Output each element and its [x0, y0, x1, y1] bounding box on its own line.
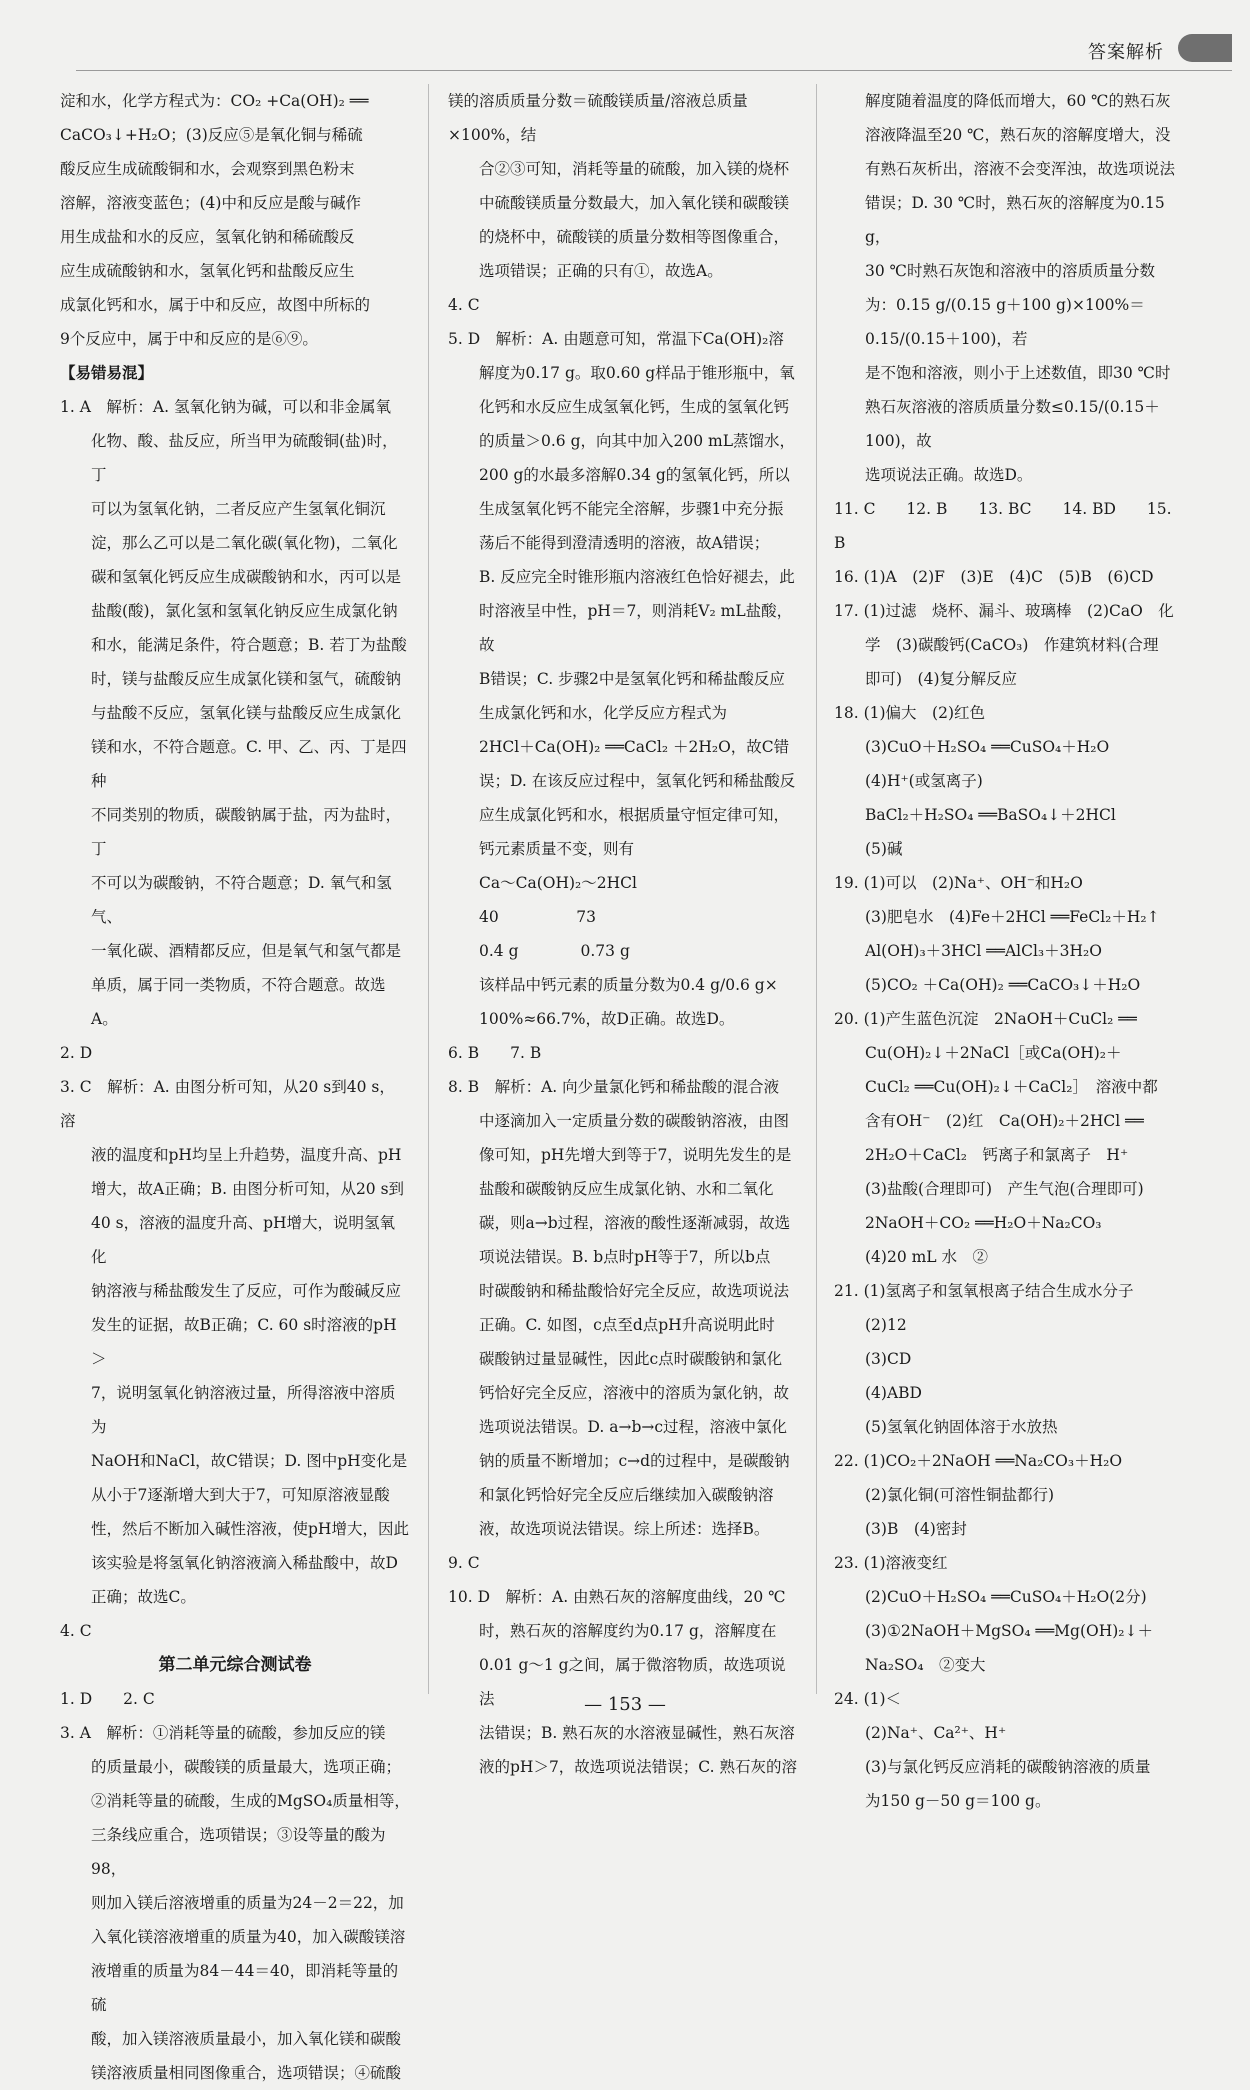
answer-line: 该实验是将氢氧化钠溶液滴入稀盐酸中，故D — [91, 1554, 398, 1572]
answer-line: (5)CO₂ ＋Ca(OH)₂ ══CaCO₃↓＋H₂O — [865, 976, 1141, 994]
answer-line: 4. C — [448, 296, 480, 314]
answer-line: 液的温度和pH均呈上升趋势，温度升高、pH — [91, 1146, 402, 1164]
answer-line: 30 ℃时熟石灰饱和溶液中的溶质质量分数 — [865, 262, 1155, 280]
answer-column-2 — [448, 84, 798, 1784]
answer-column-1 — [60, 84, 410, 2090]
answer-line: 像可知，pH先增大到等于7，说明先发生的是 — [479, 1146, 792, 1164]
answer-line: 可以为氢氧化钠，二者反应产生氢氧化铜沉 — [91, 500, 386, 518]
answer-line: 不可以为碳酸钠，不符合题意；D. 氧气和氢气、 — [91, 874, 392, 926]
answer-line: 8. B 解析：A. 向少量氯化钙和稀盐酸的混合液 — [448, 1078, 780, 1096]
answer-line: 解度为0.17 g。取0.60 g样品于锥形瓶中，氧 — [479, 364, 795, 382]
answer-line: 即可) (4)复分解反应 — [865, 670, 1018, 688]
answer-line: 该样品中钙元素的质量分数为0.4 g/0.6 g× — [479, 976, 778, 994]
answer-line: 从小于7逐渐增大到大于7，可知原溶液显酸 — [91, 1486, 390, 1504]
answer-line: 钙元素质量不变，则有 — [479, 840, 635, 858]
answer-line: (2)CuO＋H₂SO₄ ══CuSO₄＋H₂O(2分) — [865, 1588, 1147, 1606]
answer-line: 的烧杯中，硫酸镁的质量分数相等图像重合， — [479, 228, 790, 246]
answer-line: 生成氯化钙和水，化学反应方程式为 — [479, 704, 728, 722]
answer-line: 22. (1)CO₂＋2NaOH ══Na₂CO₃＋H₂O — [834, 1452, 1123, 1470]
answer-line: 合②③可知，消耗等量的硫酸，加入镁的烧杯 — [479, 160, 790, 178]
column-divider — [816, 84, 817, 1694]
answer-line: 镁的溶质质量分数＝硫酸镁质量/溶液总质量×100%，结 — [448, 92, 748, 144]
answer-line: 溶液降温至20 ℃，熟石灰的溶解度增大，没 — [865, 126, 1171, 144]
answer-line: 钙恰好完全反应，溶液中的溶质为氯化钠，故 — [479, 1384, 790, 1402]
answer-column-3 — [834, 84, 1186, 1818]
answer-line: (2)氯化铜(可溶性铜盐都行) — [865, 1486, 1055, 1504]
answer-line: 11. C 12. B 13. BC 14. BD 15. B — [834, 500, 1172, 552]
answer-line: 18. (1)偏大 (2)红色 — [834, 704, 985, 722]
answer-line: 解度随着温度的降低而增大，60 ℃的熟石灰 — [865, 92, 1171, 110]
answer-line: (2)12 — [865, 1316, 907, 1334]
answer-line: 入氧化镁溶液增重的质量为40，加入碳酸镁溶 — [91, 1928, 406, 1946]
answer-line: (3)盐酸(合理即可) 产生气泡(合理即可) — [865, 1180, 1144, 1198]
answer-line: 化物、酸、盐反应，所当甲为硫酸铜(盐)时，丁 — [91, 432, 398, 484]
answer-line: 1. D 2. C — [60, 1690, 155, 1708]
answer-line: 用生成盐和水的反应，氢氧化钠和稀硫酸反 — [60, 228, 355, 246]
answer-line: 应生成硫酸钠和水，氢氧化钙和盐酸反应生 — [60, 262, 355, 280]
answer-line: B错误；C. 步骤2中是氢氧化钙和稀盐酸反应 — [479, 670, 785, 688]
answer-line: 项说法错误。B. b点时pH等于7，所以b点 — [479, 1248, 771, 1266]
answer-line: (4)ABD — [865, 1384, 922, 1402]
answer-line: ②消耗等量的硫酸，生成的MgSO₄质量相等， — [91, 1792, 410, 1810]
answer-line: 三条线应重合，选项错误；③设等量的酸为98， — [91, 1826, 386, 1878]
header-divider — [76, 70, 1232, 71]
answer-line: 9个反应中，属于中和反应的是⑥⑨。 — [60, 330, 318, 348]
answer-line: 选项错误；正确的只有①，故选A。 — [479, 262, 723, 280]
answer-line: B. 反应完全时锥形瓶内溶液红色恰好褪去，此 — [479, 568, 795, 586]
answer-line: 熟石灰溶液的溶质质量分数≤0.15/(0.15＋100)，故 — [865, 398, 1160, 450]
answer-line: 不同类别的物质，碳酸钠属于盐，丙为盐时，丁 — [91, 806, 402, 858]
answer-line: 时溶液呈中性，pH＝7，则消耗V₂ mL盐酸，故 — [479, 602, 793, 654]
answer-line: 0.01 g～1 g之间，属于微溶物质，故选项说法 — [479, 1656, 786, 1708]
answer-line: 液，故选项说法错误。综上所述：选择B。 — [479, 1520, 770, 1538]
answer-line: 盐酸(酸)，氯化氢和氢氧化钠反应生成氯化钠 — [91, 602, 398, 620]
answer-line: 24. (1)＜ — [834, 1690, 902, 1708]
answer-line: Na₂SO₄ ②变大 — [865, 1656, 986, 1674]
answer-line: 错误；D. 30 ℃时，熟石灰的溶解度为0.15 g， — [865, 194, 1165, 246]
answer-line: 正确；故选C。 — [91, 1588, 196, 1606]
answer-line: 误；D. 在该反应过程中，氢氧化钙和稀盐酸反 — [479, 772, 796, 790]
answer-line: 中硫酸镁质量分数最大，加入氧化镁和碳酸镁 — [479, 194, 790, 212]
answer-line: 荡后不能得到澄清透明的溶液，故A错误； — [479, 534, 770, 552]
answer-line: 2. D — [60, 1044, 93, 1062]
answer-line: 盐酸和碳酸钠反应生成氯化钠、水和二氧化 — [479, 1180, 774, 1198]
answer-line: 和水，能满足条件，符合题意；B. 若丁为盐酸 — [91, 636, 407, 654]
answer-line: 正确。C. 如图，c点至d点pH升高说明此时 — [479, 1316, 775, 1334]
answer-line: 碳，则a→b过程，溶液的酸性逐渐减弱，故选 — [479, 1214, 791, 1232]
answer-line: 7，说明氢氧化钠溶液过量，所得溶液中溶质为 — [91, 1384, 396, 1436]
answer-line: 碳和氢氧化钙反应生成碳酸钠和水，丙可以是 — [91, 568, 402, 586]
answer-line: (4)H⁺(或氢离子) — [865, 772, 983, 790]
answer-line: 3. A 解析：①消耗等量的硫酸，参加反应的镁 — [60, 1724, 386, 1742]
answer-line: 2HCl＋Ca(OH)₂ ══CaCl₂ ＋2H₂O，故C错 — [479, 738, 790, 756]
answer-line: 2H₂O＋CaCl₂ 钙离子和氯离子 H⁺ — [865, 1146, 1129, 1164]
answer-line: 5. D 解析：A. 由题意可知，常温下Ca(OH)₂溶 — [448, 330, 784, 348]
header-title: 答案解析 — [1088, 42, 1164, 63]
answer-line: 时，镁与盐酸反应生成氯化镁和氢气，硫酸钠 — [91, 670, 402, 688]
answer-line: (3)CD — [865, 1350, 912, 1368]
answer-line: 20. (1)产生蓝色沉淀 2NaOH＋CuCl₂ ══ — [834, 1010, 1137, 1028]
answer-line: 时，熟石灰的溶解度约为0.17 g，溶解度在 — [479, 1622, 777, 1640]
answer-line: (4)20 mL 水 ② — [865, 1248, 989, 1266]
answer-line: 0.4 g 0.73 g — [479, 942, 630, 960]
page-number: — 153 — — [584, 1694, 666, 1715]
answer-line: 镁溶液质量相同图像重合，选项错误；④硫酸 — [91, 2064, 402, 2082]
answer-line: 3. C 解析：A. 由图分析可知，从20 s到40 s，溶 — [60, 1078, 395, 1130]
answer-line: 1. A 解析：A. 氢氧化钠为碱，可以和非金属氧 — [60, 398, 391, 416]
answer-line: 性，然后不断加入碱性溶液，使pH增大，因此 — [91, 1520, 409, 1538]
answer-line: 时碳酸钠和稀盐酸恰好完全反应，故选项说法 — [479, 1282, 790, 1300]
answer-line: 19. (1)可以 (2)Na⁺、OH⁻和H₂O — [834, 874, 1083, 892]
answer-line: 生成氢氧化钙不能完全溶解，步骤1中充分振 — [479, 500, 784, 518]
answer-line: 碳酸钠过量显碱性，因此c点时碳酸钠和氯化 — [479, 1350, 783, 1368]
answer-line: 2NaOH＋CO₂ ══H₂O＋Na₂CO₃ — [865, 1214, 1102, 1232]
answer-line: 成氯化钙和水，属于中和反应，故图中所标的 — [60, 296, 371, 314]
answer-line: 钠溶液与稀盐酸发生了反应，可作为酸碱反应 — [91, 1282, 402, 1300]
answer-line: 液的pH＞7，故选项说法错误；C. 熟石灰的溶 — [479, 1758, 797, 1776]
answer-line: Ca～Ca(OH)₂～2HCl — [479, 874, 637, 892]
answer-line: 淀，那么乙可以是二氧化碳(氧化物)，二氧化 — [91, 534, 398, 552]
answer-line: 与盐酸不反应，氢氧化镁与盐酸反应生成氯化 — [91, 704, 402, 722]
answer-line: 6. B 7. B — [448, 1044, 542, 1062]
answer-line: 第二单元综合测试卷 — [158, 1655, 312, 1675]
answer-line: CuCl₂ ══Cu(OH)₂↓＋CaCl₂］ 溶液中都 — [865, 1078, 1158, 1096]
answer-line: 学 (3)碳酸钙(CaCO₃) 作建筑材料(合理 — [865, 636, 1159, 654]
answer-line: 23. (1)溶液变红 — [834, 1554, 948, 1572]
answer-line: (5)氢氧化钠固体溶于水放热 — [865, 1418, 1058, 1436]
answer-line: 为：0.15 g/(0.15 g＋100 g)×100%＝0.15/(0.15＋100)，若 — [865, 296, 1145, 348]
answer-line: 16. (1)A (2)F (3)E (4)C (5)B (6)CD — [834, 568, 1154, 586]
answer-line: (3)肥皂水 (4)Fe＋2HCl ══FeCl₂＋H₂↑ — [865, 908, 1160, 926]
answer-line: 酸反应生成硫酸铜和水，会观察到黑色粉末 — [60, 160, 355, 178]
answer-line: 液增重的质量为84－44＝40，即消耗等量的硫 — [91, 1962, 399, 2014]
answer-line: (3)①2NaOH＋MgSO₄ ══Mg(OH)₂↓＋ — [865, 1622, 1153, 1640]
answer-line: 选项说法错误。D. a→b→c过程，溶液中氯化 — [479, 1418, 788, 1436]
answer-line: 是不饱和溶液，则小于上述数值，即30 ℃时 — [865, 364, 1171, 382]
answer-line: 法错误；B. 熟石灰的水溶液显碱性，熟石灰溶 — [479, 1724, 795, 1742]
answer-line: 40 73 — [479, 908, 596, 926]
answer-line: 一氧化碳、酒精都反应，但是氧气和氢气都是 — [91, 942, 402, 960]
answer-line: 【易错易混】 — [60, 364, 154, 382]
header-tab-decoration — [1178, 34, 1232, 62]
answer-line: 为150 g－50 g＝100 g。 — [865, 1792, 1051, 1810]
answer-line: 钠的质量不断增加；c→d的过程中，是碳酸钠 — [479, 1452, 790, 1470]
answer-line: 应生成氯化钙和水，根据质量守恒定律可知， — [479, 806, 790, 824]
answer-line: BaCl₂＋H₂SO₄ ══BaSO₄↓＋2HCl — [865, 806, 1116, 824]
answer-line: 的质量最小，碳酸镁的质量最大，选项正确； — [91, 1758, 402, 1776]
answer-line: Cu(OH)₂↓＋2NaCl［或Ca(OH)₂＋ — [865, 1044, 1122, 1062]
answer-line: (3)与氯化钙反应消耗的碳酸钠溶液的质量 — [865, 1758, 1151, 1776]
answer-line: 化钙和水反应生成氢氧化钙，生成的氢氧化钙 — [479, 398, 790, 416]
answer-line: 选项说法正确。故选D。 — [865, 466, 1033, 484]
answer-line: 溶解，溶液变蓝色；(4)中和反应是酸与碱作 — [60, 194, 361, 212]
column-divider — [428, 84, 429, 1694]
answer-line: 17. (1)过滤 烧杯、漏斗、玻璃棒 (2)CaO 化 — [834, 602, 1174, 620]
answer-line: 4. C — [60, 1622, 92, 1640]
answer-line: (3)CuO＋H₂SO₄ ══CuSO₄＋H₂O — [865, 738, 1110, 756]
answer-line: (3)B (4)密封 — [865, 1520, 967, 1538]
answer-line: 单质，属于同一类物质，不符合题意。故选 A。 — [91, 976, 386, 1028]
answer-line: 则加入镁后溶液增重的质量为24－2＝22，加 — [91, 1894, 404, 1912]
answer-line: 含有OH⁻ (2)红 Ca(OH)₂＋2HCl ══ — [865, 1112, 1144, 1130]
answer-line: CaCO₃↓+H₂O；(3)反应⑤是氧化铜与稀硫 — [60, 126, 363, 144]
answer-line: (2)Na⁺、Ca²⁺、H⁺ — [865, 1724, 1007, 1742]
answer-line: 酸，加入镁溶液质量最小，加入氧化镁和碳酸 — [91, 2030, 402, 2048]
answer-line: 21. (1)氢离子和氢氧根离子结合生成水分子 — [834, 1282, 1134, 1300]
answer-line: 200 g的水最多溶解0.34 g的氢氧化钙，所以 — [479, 466, 790, 484]
answer-line: 中逐滴加入一定质量分数的碳酸钠溶液，由图 — [479, 1112, 790, 1130]
answer-line: 9. C — [448, 1554, 480, 1572]
answer-line: NaOH和NaCl，故C错误；D. 图中pH变化是 — [91, 1452, 408, 1470]
answer-line: 发生的证据，故B正确；C. 60 s时溶液的pH＞ — [91, 1316, 397, 1368]
answer-line: 镁和水，不符合题意。C. 甲、乙、丙、丁是四种 — [91, 738, 407, 790]
answer-line: 和氯化钙恰好完全反应后继续加入碳酸钠溶 — [479, 1486, 774, 1504]
answer-line: 淀和水，化学方程式为：CO₂ +Ca(OH)₂ ══ — [60, 92, 369, 110]
answer-line: 10. D 解析：A. 由熟石灰的溶解度曲线，20 ℃ — [448, 1588, 786, 1606]
answer-line: (5)碱 — [865, 840, 903, 858]
answer-line: 的质量＞0.6 g，向其中加入200 mL蒸馏水， — [479, 432, 796, 450]
answer-line: 增大，故A正确；B. 由图分析可知，从20 s到 — [91, 1180, 405, 1198]
answer-line: 40 s，溶液的温度升高、pH增大，说明氢氧化 — [91, 1214, 396, 1266]
answer-line: 100%≈66.7%，故D正确。故选D。 — [479, 1010, 735, 1028]
answer-line: Al(OH)₃＋3HCl ══AlCl₃＋3H₂O — [865, 942, 1102, 960]
answer-line: 有熟石灰析出，溶液不会变浑浊，故选项说法 — [865, 160, 1176, 178]
